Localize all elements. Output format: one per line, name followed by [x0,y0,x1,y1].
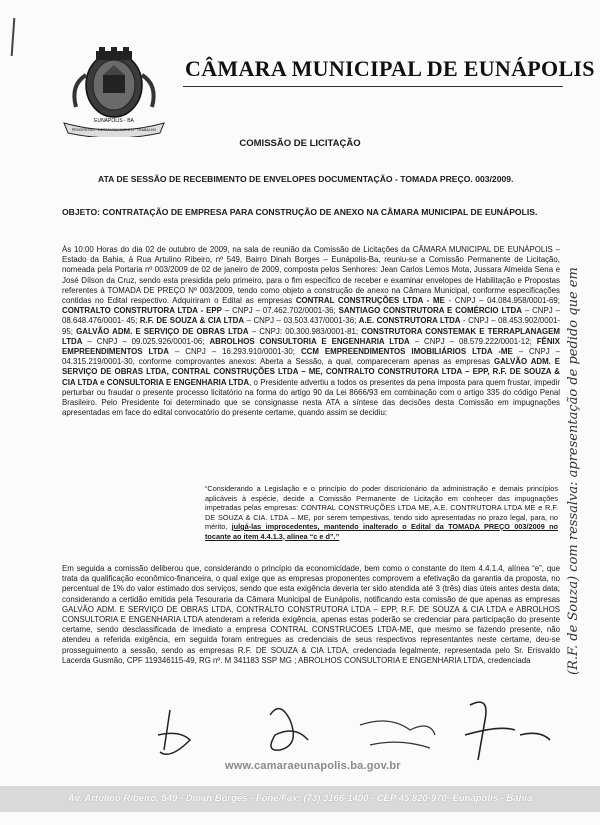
pen-mark [11,18,16,56]
minutes-paragraph-2: Em seguida a comissão deliberou que, considerando o princípio da economicidade, bem como o constante do item 4.4.1.4, alínea “e”, que trata da qualificação econômico-financeira, o qual exige que as empresas proponentes comprovem a efetivação da garantia da proposta, no percentual de 1% do valor estimado dos serviços, sendo que esta exigência deveria ter sido atendida até 3 (três) dias úteis antes desta data; considerando a certidão emitida pela Tesouraria da Câmara Municipal de Eunápolis, notificando esta comissão de que apenas as empresas GALVÃO ADM. E SERVIÇO DE OBRAS LTDA, CONTRALTO CONSTRUTORA LTDA – EPP, R.F. DE SOUZA & CIA LTDA e ABROLHOS CONSULTORIA E ENGENHARIA LTDA atenderam a referida exigência, apenas estas poderão se credenciar para participação do presente certame, sendo desclassificada de imediato a empresa CONTRAL CONSTRUCOES LTDA-ME, que mesmo se fazendo presente, não atendeu a referida exigência, em seguida foram entregues as credenciais de seus respectivos representantes neste certame, deu-se prosseguimento a sessão, sendo as empresas R.F. DE SOUZA & CIA LTDA, credenciada legalmente, representada pelo Sr. Erisvaldo Lacerda Gusmão, CPF 119346115-49, RG nº. M 341183 SSP MG ; ABROLHOS CONSULTORIA E ENGENHARIA LTDA, credenciada [62,564,560,665]
minutes-title: ATA DE SESSÃO DE RECEBIMENTO DE ENVELOPES DOCUMENTAÇÃO - TOMADA PREÇO. 003/2009. [98,174,514,184]
footer-address: Av. Artulino Ribeiro, 549 - Dinah Borges - Fone/Fax: (73) 3166-1400 - CEP 45.820-970- Eunápolis - Bahia [67,793,533,804]
seal-caption: EUNÁPOLIS - BA [94,118,134,124]
object-statement: OBJETO: CONTRATAÇÃO DE EMPRESA PARA CONSTRUÇÃO DE ANEXO NA CÂMARA MUNICIPAL DE EUNÁPOLIS. [62,207,538,217]
title-rule [183,86,563,87]
commission-heading: COMISSÃO DE LICITAÇÃO [239,138,361,149]
commission-decision-quote: “Considerando a Legislação e o princípio do poder discricionário da administração e demais princípios aplicáveis à espécie, decide a Comissão Permanente de Licitação em conhecer das impugnações impetradas pelas empresas: CONTRAL CONSTRUÇÕES LTDA ME, A.E. CONTRUTORA LTDA ME e R.F. DE SOUZA & CIA. LTDA – ME, por serem tempestivas, tendo sido apresentadas no prazo legal, para, no mérito, julgá-las improcedentes, mantendo inalterado o Edital da TOMADA PREÇO 003/2009 no tocante ao item 4.4.1.3, alínea “c e d”.” [205,484,559,541]
minutes-paragraph-1: Às 10:00 Horas do dia 02 de outubro de 2009, na sala de reunião da Comissão de Licitações da CÂMARA MUNICIPAL DE EUNÁPOLIS – Estado da Bahia, à Rua Artulino Ribeiro, nº 549, Bairro Dinah Borges – Eunápolis-Ba, reuniu-se a Comissão Permanente de Licitação, nomeada pela Portaria nº 003/2009 de 02 de janeiro de 2009, composta pelos Senhores: Jean Carlos Lemos Mota, Jussara Almeida Sena e José Dílson da Cruz, sendo esta presidida pelo primeiro, para o fim específico de receber e examinar envelopes de Habilitação e Propostas referentes à TOMADA DE PREÇO Nº 003/2009, tendo como objeto a construção de anexo na Câmara Municipal, conforme especificações contidas no Edital respectivo. Adquiriram o Edital as empresas CONTRAL CONSTRUÇÕES LTDA - ME - CNPJ – 04.084.958/0001-69; CONTRALTO CONSTRUTORA LTDA - EPP – CNPJ – 07.462.702/0001-36; SANTIAGO CONSTRUTORA E COMÉRCIO LTDA – CNPJ – 08.648.476/0001- 45; R.F. DE SOUZA & CIA LTDA – CNPJ – 03.503.437/0001-36; A.E. CONSTRUTORA LTDA - CNPJ – 08.453.902/0001-95; GALVÃO ADM. E SERVIÇO DE OBRAS LTDA – CNPJ: 00.300.983/0001-81; CONSTRUTORA CONSTEMAK E TERRAPLANAGEM LTDA – CNPJ – 09.025.926/0001-06; ABROLHOS CONSULTORIA E ENGENHARIA LTDA – CNPJ – 08.579.222/0001-12; FÊNIX EMPREENDIMENTOS LTDA – CNPJ – 16.293.910/0001-30; CCM EMPREENDIMENTOS IMOBILIÁRIOS LTDA -ME – CNPJ – 04.315.219/0001-30, conforme comprovantes anexos: Aberta a Sessão, a qual, compareceram apenas as empresas GALVÃO ADM. E SERVIÇO DE OBRAS LTDA, CONTRAL CONSTRUÇÕES LTDA – ME, CONTRALTO CONSTRUTORA LTDA – EPP, R.F. DE SOUZA & CIA LTDA e CONSULTORIA E ENGENHARIA LTDA, o Presidente advertiu a todos os presentes da pena imposta para quem frustar, impedir perturbar ou fraudar o presente processo licitatório na forma do artigo 90 da Lei 8666/93 em combinação com o artigo 335 do código Penal Brasileiro. Pelo Presidente foi determinado que se consignasse nesta ATA a síntese das decisões desta Comissão em impugnações apresentadas em face do edital convocatório do presente certame, quando assim se decidiu: [62,245,560,418]
institution-title: CÂMARA MUNICIPAL DE EUNÁPOLIS [185,56,595,81]
margin-handwriting: (R.F. de Souza) com ressalva: apresentação de pedido que em [566,267,581,675]
website-url: www.camaraeunapolis.ba.gov.br [225,760,401,772]
municipal-seal-icon [56,45,172,137]
seal-ribbon-text: PROGRESSO · DESENVOLVIMENTO · TRABALHO [71,128,157,132]
